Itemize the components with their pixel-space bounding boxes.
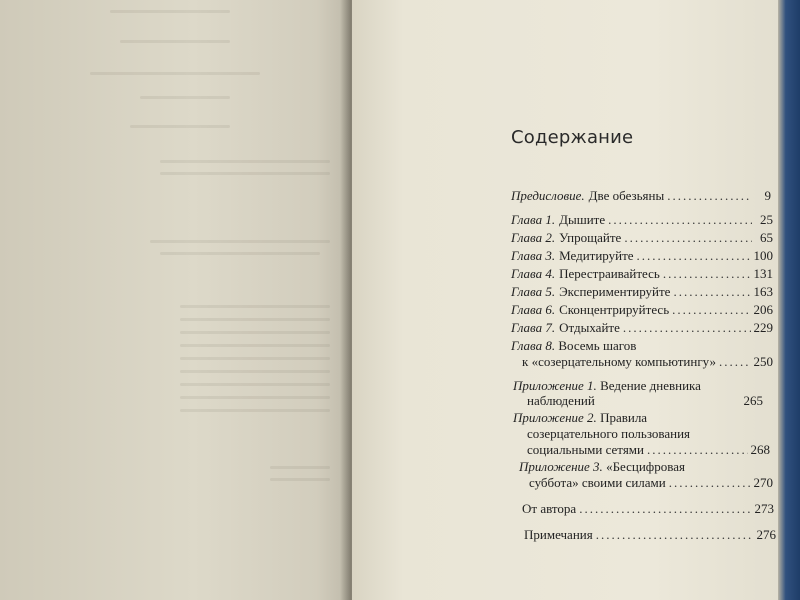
toc-entry-chapter-1 xyxy=(511,212,773,227)
toc-entry-chapter-4 xyxy=(511,266,773,281)
toc-title-cont: созерцательного пользования xyxy=(527,426,691,441)
toc-title-cont: к «созерцательному компьютингу» xyxy=(522,354,716,369)
toc-entry-appendix-3 xyxy=(519,459,685,474)
toc-page: 25 xyxy=(760,212,773,227)
toc-entry-appendix-1-cont xyxy=(527,393,763,408)
toc-title: Восемь шагов xyxy=(558,338,637,353)
toc-entry-author xyxy=(522,501,774,516)
toc-title-cont: социальными сетями xyxy=(527,442,644,457)
toc-title: Упрощайте xyxy=(559,230,622,245)
toc-prefix: Глава 7. xyxy=(511,320,556,335)
toc-prefix: Приложение 2. xyxy=(513,410,597,425)
toc-prefix: Глава 6. xyxy=(511,302,556,317)
toc-entry-appendix-3-cont xyxy=(529,475,773,490)
toc-entry-chapter-7 xyxy=(511,320,773,335)
toc-entry-chapter-6 xyxy=(511,302,773,317)
toc-entry-preface xyxy=(511,188,771,203)
toc-entry-chapter-3 xyxy=(511,248,773,263)
toc-page: 65 xyxy=(760,230,773,245)
toc-title: Медитируйте xyxy=(559,248,634,263)
left-page xyxy=(0,0,352,600)
page-title: Содержание xyxy=(511,127,634,148)
toc-leader xyxy=(608,212,752,227)
toc-leader xyxy=(719,354,751,369)
toc-page: 265 xyxy=(743,393,763,408)
toc-entry-appendix-2 xyxy=(513,410,647,425)
bleed-through-text xyxy=(30,0,330,600)
toc-leader xyxy=(667,188,750,203)
toc-leader xyxy=(663,266,751,281)
toc-title: Две обезьяны xyxy=(588,188,665,203)
toc-leader xyxy=(669,475,751,490)
toc-title-cont: наблюдений xyxy=(527,393,595,408)
toc-entry-appendix-1 xyxy=(513,378,701,393)
toc-leader xyxy=(579,501,751,516)
toc-leader xyxy=(637,248,751,263)
toc-prefix: Глава 4. xyxy=(511,266,556,281)
toc-title: Правила xyxy=(600,410,648,425)
toc-title: Сконцентрируйтесь xyxy=(559,302,670,317)
toc-page: 268 xyxy=(750,442,770,457)
toc-leader xyxy=(623,320,751,335)
toc-prefix: Глава 8. xyxy=(511,338,556,353)
toc-title: Отдыхайте xyxy=(559,320,620,335)
toc-prefix: Предисловие. xyxy=(511,188,585,203)
toc-title: Дышите xyxy=(559,212,606,227)
toc-page: 163 xyxy=(753,284,773,299)
toc-page: 270 xyxy=(753,475,773,490)
toc-title-cont: суббота» своими силами xyxy=(529,475,666,490)
toc-prefix: Глава 3. xyxy=(511,248,556,263)
toc-prefix: Приложение 1. xyxy=(513,378,597,393)
toc-title: Перестраивайтесь xyxy=(559,266,660,281)
toc-entry-appendix-2-cont xyxy=(527,426,690,441)
toc-title: Примечания xyxy=(524,527,593,542)
toc-page: 276 xyxy=(756,527,776,542)
toc-prefix: Глава 2. xyxy=(511,230,556,245)
toc-entry-notes xyxy=(524,527,776,542)
toc-entry-chapter-8 xyxy=(511,338,636,353)
toc-leader xyxy=(647,442,748,457)
toc-entry-chapter-8-cont xyxy=(522,354,773,369)
toc-prefix: Глава 1. xyxy=(511,212,556,227)
toc-page: 273 xyxy=(754,501,774,516)
toc-title: Экспериментируйте xyxy=(559,284,671,299)
toc-leader xyxy=(624,230,752,245)
toc-leader xyxy=(672,302,750,317)
toc-entry-chapter-5 xyxy=(511,284,773,299)
toc-page: 206 xyxy=(753,302,773,317)
toc-leader xyxy=(596,527,754,542)
toc-page: 131 xyxy=(753,266,773,281)
toc-title: От автора xyxy=(522,501,577,516)
toc-prefix: Приложение 3. xyxy=(519,459,603,474)
toc-page: 9 xyxy=(764,188,771,203)
toc-title: Ведение дневника xyxy=(600,378,701,393)
toc-leader xyxy=(673,284,750,299)
toc-page: 250 xyxy=(753,354,773,369)
toc-page: 229 xyxy=(753,320,773,335)
toc-entry-appendix-2-cont2 xyxy=(527,442,770,457)
toc-prefix: Глава 5. xyxy=(511,284,556,299)
cover-edge xyxy=(778,0,800,600)
toc-entry-chapter-2 xyxy=(511,230,773,245)
toc-page: 100 xyxy=(753,248,773,263)
toc-title: «Бесцифровая xyxy=(606,459,685,474)
